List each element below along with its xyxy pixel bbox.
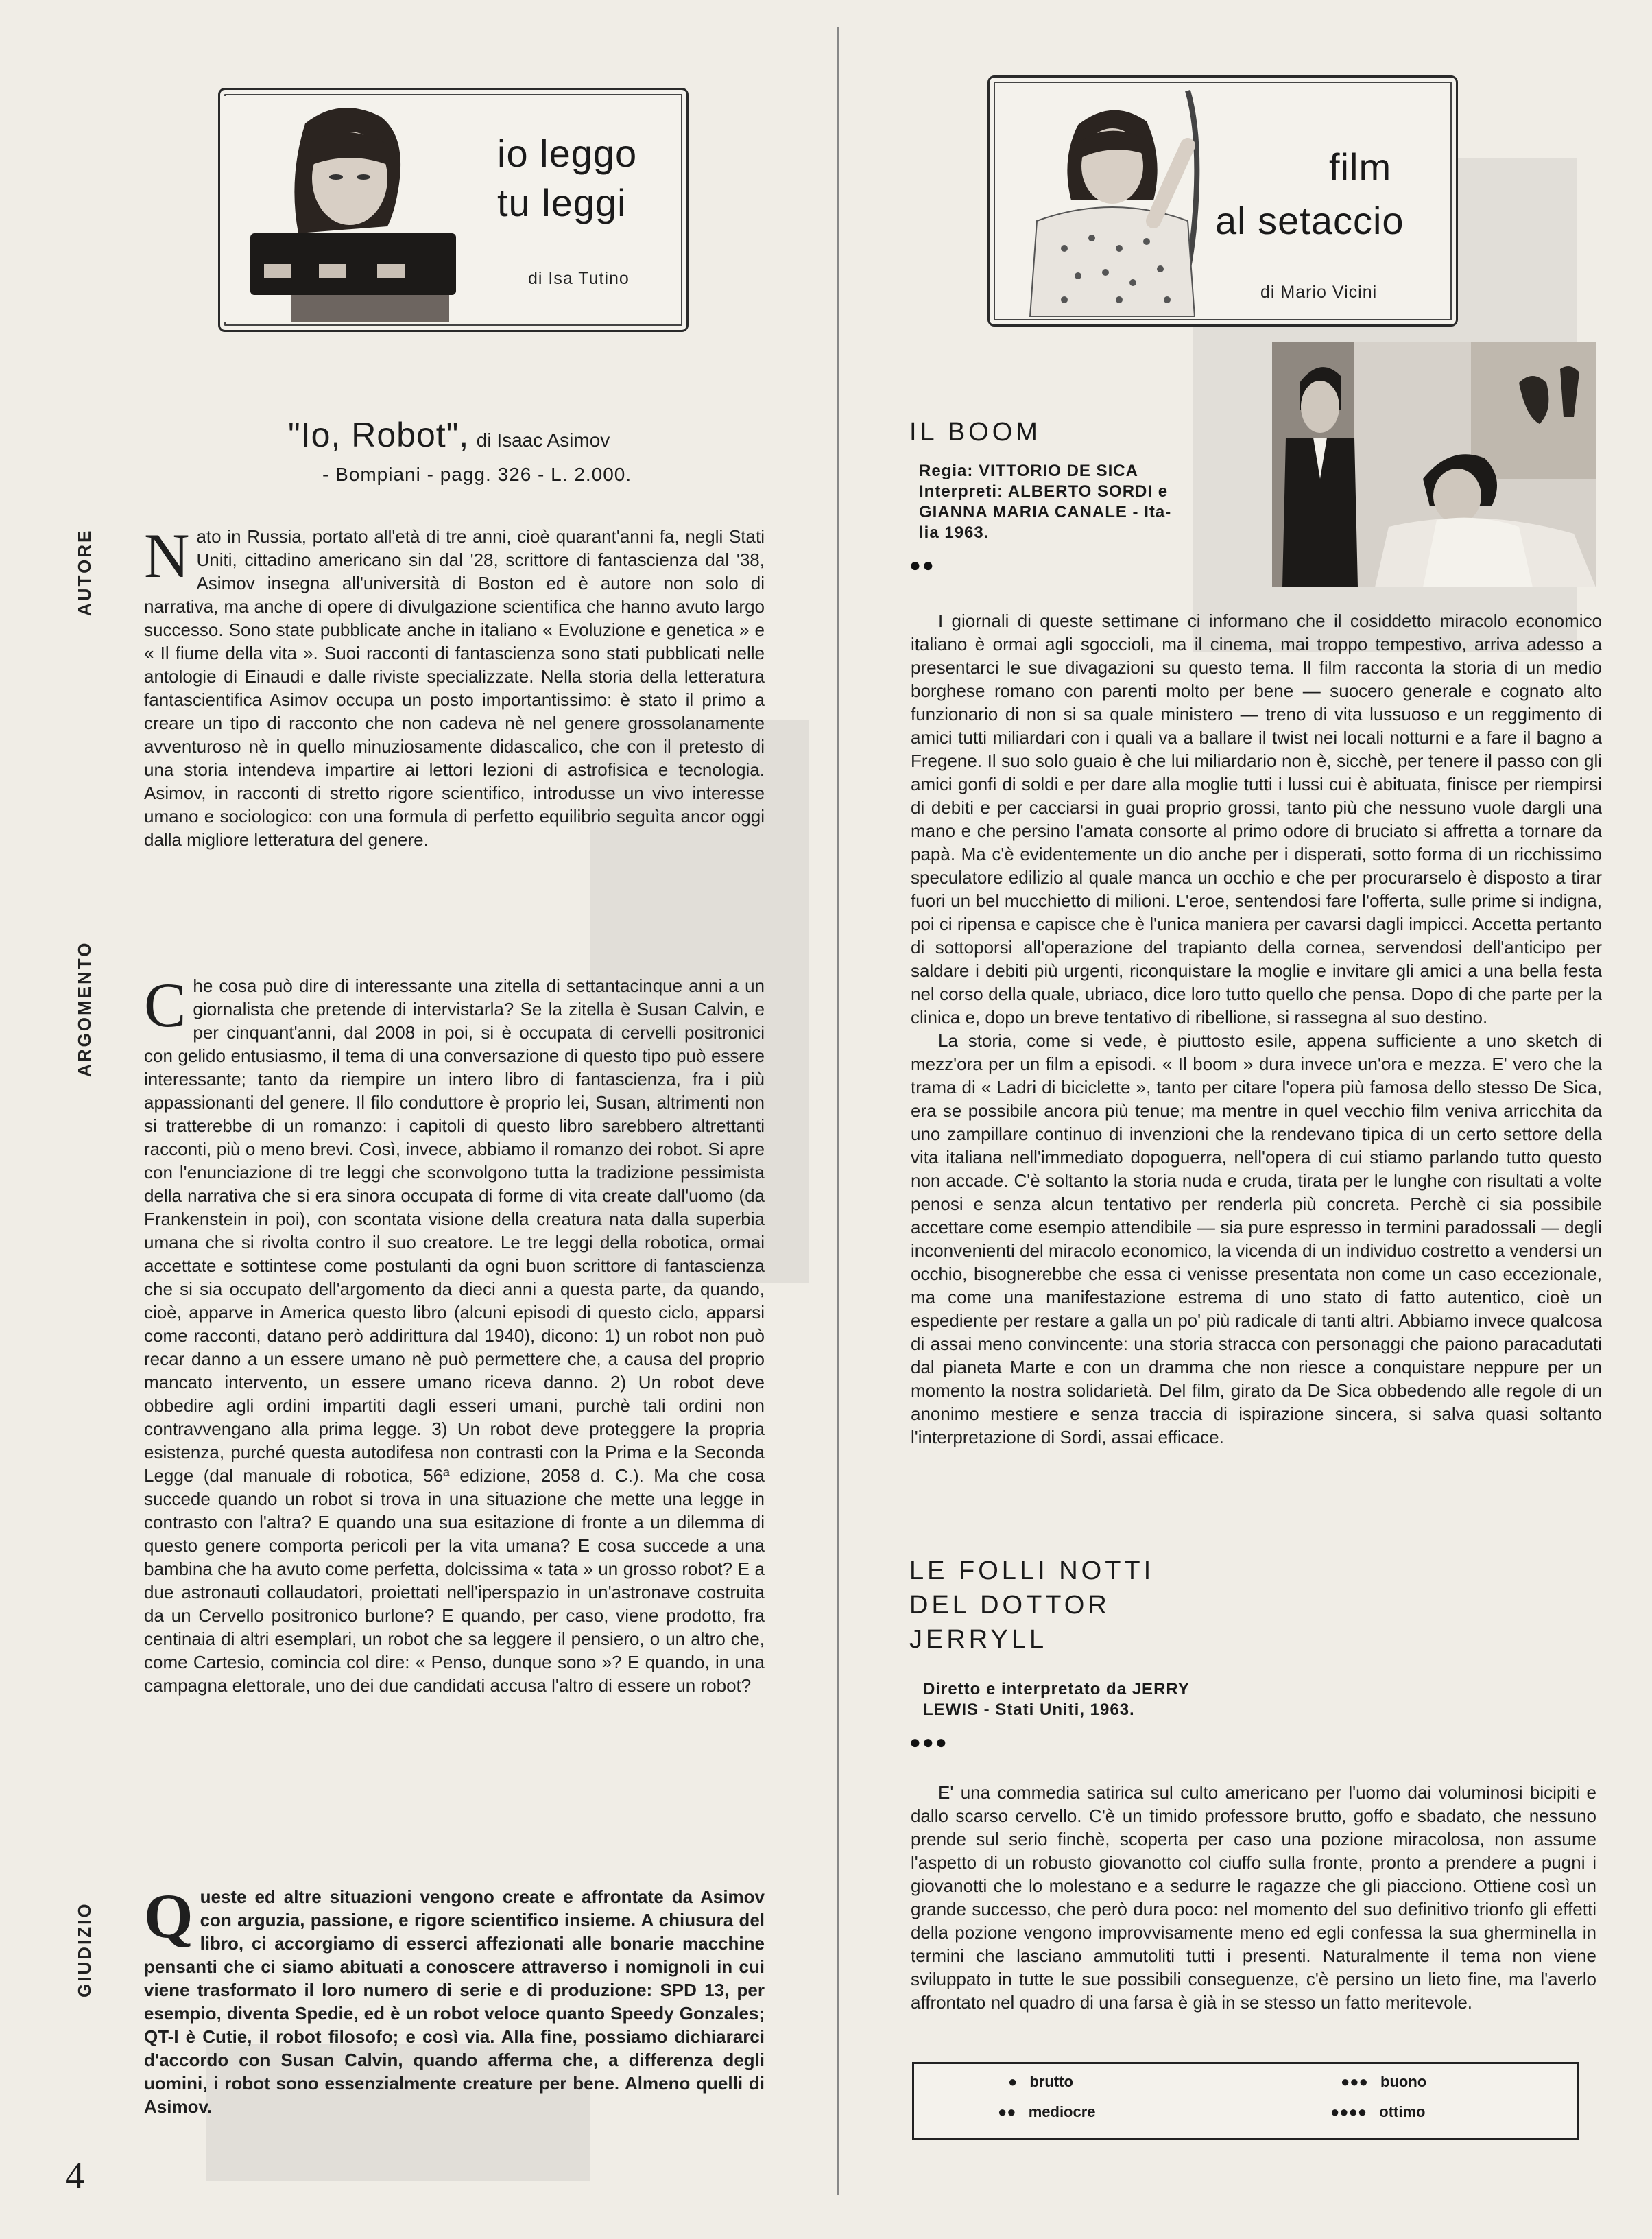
legend-item-mediocre xyxy=(998,2103,1096,2121)
legend-dots-mediocre: ●● xyxy=(998,2103,1016,2120)
film-woman-photo xyxy=(996,84,1243,317)
right-header-title-line2: al setaccio xyxy=(1215,199,1404,242)
film2-paragraph1: E' una commedia satirica sul culto americano per l'uomo dai voluminosi bicipiti e dallo scarso cervello. C'è un timido professore brutto, goffo e sbadato, che nessuno prende sul serio finchè, scoperta per caso una pozione miracolosa, non assume l'aspetto di un robusto giovanotto col ciuffo sulla fronte, pronto a prendere a pugni i giovanotti che lo molestano e a sedurre le ragazze che gli piacciono. Ottiene così un grande successo, che però dura poco: nel momento del suo definitivo trionfo gli effetti della pozione vengono improvvisamente meno ed egli confessa la sua gherminella in termini che lasciano ammutoliti tutti i presenti. Naturalmente il tema non viene sviluppato in tutte le sue possibili conseguenze, c'è persino un lieto fine, ma l'averlo affrontato nel quadro di una farsa è già in se stesso un fatto meritevole. xyxy=(911,1782,1596,2013)
book-author: di Isaac Asimov xyxy=(476,429,610,451)
argomento-dropcap: C xyxy=(144,970,187,1040)
film1-title: IL BOOM xyxy=(909,418,1041,447)
legend-dots-brutto: ● xyxy=(1008,2073,1018,2090)
right-header-byline: di Mario Vicini xyxy=(1260,283,1378,302)
film1-credits-line1: Regia: VITTORIO DE SICA xyxy=(919,462,1138,480)
legend-item-buono xyxy=(1341,2073,1426,2091)
film2-review xyxy=(911,1781,1596,2014)
film1-credits-line3: GIANNA MARIA CANALE - Ita- xyxy=(919,503,1172,521)
label-giudizio: GIUDIZIO xyxy=(74,1902,95,1998)
argomento-section xyxy=(144,970,765,1697)
giudizio-section xyxy=(144,1881,765,2118)
left-header-byline: di Isa Tutino xyxy=(528,269,630,288)
autore-dropcap: N xyxy=(144,521,190,591)
label-autore: AUTORE xyxy=(74,528,95,616)
legend-label-brutto: brutto xyxy=(1029,2073,1073,2090)
film2-rating: ●●● xyxy=(909,1731,948,1753)
film1-paragraph2: La storia, come si vede, è piuttosto esile, appena sufficiente a uno sketch di mezz'ora per un film a episodi. « Il boom » dura invece un'ora e mezza. E' vero che la trama di « Ladri di biciclette », tanto per citare l'opera più famosa dello stesso De Sica, era se possibile ancora più tenue; ma mentre in quel vecchio film veniva arricchita da uno zampillare continuo di invenzioni che la rendevano tipica di un certo settore della vita italiana nell'immediato dopoguerra, nell'opera di cui stiamo parlando tutto questo non accade. C'è soltanto la storia nuda e cruda, tirata per le lunghe con risultati a volte penosi e senza alcun tentativo per renderla più concreta. Perchè ci sia possibile accettare come esempio attendibile — sia pure espresso in termini paradossali — degli inconvenienti del miracolo economico, la vicenda di un individuo costretto a vendersi un occhio, bisognerebbe che essa ci venisse presentata non come un caso eccezionale, ma come una manifestazione estrema di uno stato di fatto autentico, cioè un espediente per restare a galla un po' più radicale di tanti altri. Abbiamo invece qualcosa di assai meno convincente: una storia stracca con personaggi che paiono paracadutati dal pianeta Marte e con un dramma che non riesce a conquistare neppure per un momento la nostra solidarietà. Del film, girato da De Sica obbedendo alle regole di un anonimo mestiere e senza traccia di ispirazione sincera, si salva quasi soltanto l'interpretazione di Sordi, assai efficace. xyxy=(911,1030,1602,1447)
autore-text: ato in Russia, portato all'età di tre anni, cioè quarant'anni fa, negli Stati Uniti, cittadino americano sin dal '28, scrittore di fantascienza dal '38, Asimov insegna all'università di Boston ed è autore non solo di narrativa, ma anche di opere di divulgazione scientifica che hanno avuto largo successo. Sono state pubblicate anche in italiano « Evoluzione e genetica » e « Il fiume della vita ». Suoi racconti di fantascienza sono stati pubblicati nelle antologie di Einaudi e dalle riviste specializzate. Nella storia della letteratura fantascientifica Asimov occupa un posto importantissimo: è stato il primo a creare un tipo di racconto che non cadeva nè nel genere grossolanamente avventuroso nè in quello minuziosamente didascalico, che con il pretesto di una storia intendeva impartire ai lettori lezioni di astrofisica e tecnologia. Asimov, in racconti di stretto rigore scientifico, introdusse un vivo interesse umano e sociologico: con una formula di perfetto equilibrio seguìta ancor oggi dalla migliore letteratura del genere. xyxy=(144,526,765,850)
label-argomento: ARGOMENTO xyxy=(74,940,95,1077)
film2-credits-line2: LEWIS - Stati Uniti, 1963. xyxy=(923,1701,1135,1719)
page-number: 4 xyxy=(65,2155,84,2197)
film1-paragraph1: I giornali di queste settimane ci informano che il cosiddetto miracolo economico italiano è ormai agli sgoccioli, ma il cinema, mai troppo tempestivo, arriva adesso a presentarci le sue divagazioni su questo tema. Il film racconta la storia di un medio borghese romano con parenti molto per bene — suocero generale e cognato alto funzionario di non si sa quale ministero — treno di vita lussuoso e un reggimento di amici tutti miliardari con i quali va a ballare il twist nei locali notturni e a fare il bagno a Fregene. Il suo solo guaio è che lui miliardario non è, sicchè, per tenere il passo con gli amici gonfi di soldi e per dare alla moglie tutti i lussi cui è abituata, finisce per riempirsi di debiti e per cacciarsi in guai proprio grossi, tanto più che nessuno vuole dargli una mano e che persino l'amata consorte al primo odore di bruciato si affretta a tornare da papà. Ma c'è evidentemente un dio anche per i disperati, sotto forma di un ricchissimo speculatore edilizio al quale manca un occhio e che per procurarselo è disposto a tirar fuori un bel mucchietto di milioni. L'eroe, sentendosi fare l'offerta, sulle prime si indigna, poi ci ripensa e capisce che è l'unica maniera per cavarsi dagli impicci. Accetta pertanto di sottoporsi all'operazione del trapianto della cornea, servendosi dell'anticipo per saldare i debiti più urgenti, riconquistare la moglie e invitare gli amici a una bella festa nel corso della quale, ubriaco, dice loro tutto quello che pensa. Dopo di che parte per la clinica e, dopo un breve tentativo di ribellione, si rassegna al suo destino. xyxy=(911,611,1602,1028)
reading-woman-photo xyxy=(223,96,483,322)
il-boom-film-still xyxy=(1272,342,1596,587)
book-publisher: - Bompiani - pagg. 326 - L. 2.000. xyxy=(322,464,632,485)
film1-rating: ●● xyxy=(909,554,935,576)
right-header-title-line1: film xyxy=(1329,145,1392,189)
legend-label-buono: buono xyxy=(1380,2073,1427,2090)
film2-credits-line1: Diretto e interpretato da JERRY xyxy=(923,1680,1190,1698)
argomento-text: he cosa può dire di interessante una zitella di settantacinque anni a un giornalista che pretende di intervistarla? Se la zitella è Susan Calvin, e per cinquant'anni, dal 2008 in poi, si è occupata di cervelli positronici con gelido entusiasmo, il tema di una conversazione di questo tipo può essere interessante; tanto da riempire un intero libro di fantascienza, fra i più appassionanti del genere. Il filo conduttore è proprio lei, Susan, altrimenti non si tratterebbe di un romanzo: i capitoli di questo libro sarebbero altrettanti racconti, più o meno brevi. Così, invece, abbiamo il romanzo dei robot. Si apre con l'enunciazione di tre leggi che sconvolgono tutta la tradizione pessimista della narrativa che si era sinora occupata di forme di vita create dall'uomo (da Frankenstein in poi), con scontata visione della creatura nata dalla superbia umana che si rivolta contro il suo creatore. Le tre leggi della robotica, ormai accettate e sottintese come postulanti da ogni buon scrittore di fantascienza che si sia occupato dell'argomento da dieci anni a questa parte, da quando, cioè, apparve in America questo libro (alcuni episodi di questo ciclo, apparsi come racconti, datano però addirittura dal 1940), dicono: 1) un robot non può recar danno a un essere umano nè può permettere che, a causa del proprio mancato intervento, un essere umano riceva danno. 2) Un robot deve obbedire agli ordini impartiti dagli esseri umani, purchè tali ordini non contravvengano alla prima legge. 3) Un robot deve proteggere la propria esistenza, purché questa autodifesa non contrasti con la Prima e la Seconda Legge (dal manuale di robotica, 56ª edizione, 2058 d. C.). Ma che cosa succede quando un robot si trova in una situazione che mette una legge in contrasto con l'altra? E quando una sua esitazione di fronte a un dilemma di questo genere comporta pericoli per la vita umana? E cosa succede a una bambina che ha avuto come perfetta, dolcissima « tata » un grosso robot? E a due astronauti collaudatori, proiettati nell'iperspazio in un'astronave costruita da un Cervello positronico burlone? E quando, per caso, viene prodotto, fra centinaia di altri esemplari, un robot che sa leggere il pensiero, o un altro che, come Cartesio, comincia col dire: « Penso, dunque sono »? E quando, in una campagna elettorale, uno dei due candidati accusa l'altro di essere un robot? xyxy=(144,975,765,1696)
left-header-title-line2: tu leggi xyxy=(497,181,627,224)
book-title: "Io, Robot", xyxy=(288,416,470,454)
giudizio-dropcap: Q xyxy=(144,1881,193,1951)
legend-item-ottimo xyxy=(1330,2103,1425,2121)
film1-review xyxy=(911,609,1602,1449)
film1-credits-line2: Interpreti: ALBERTO SORDI e xyxy=(919,482,1169,501)
film2-title-line3: JERRYLL xyxy=(909,1625,1048,1654)
left-header-title-line1: io leggo xyxy=(497,132,638,175)
legend-label-ottimo: ottimo xyxy=(1379,2103,1426,2120)
autore-section xyxy=(144,521,765,851)
legend-dots-buono: ●●● xyxy=(1341,2073,1368,2090)
legend-item-brutto xyxy=(1008,2073,1073,2091)
book-title-line xyxy=(288,415,610,455)
film1-credits-line4: lia 1963. xyxy=(919,523,990,542)
legend-label-mediocre: mediocre xyxy=(1028,2103,1096,2120)
legend-dots-ottimo: ●●●● xyxy=(1330,2103,1367,2120)
film2-title-line1: LE FOLLI NOTTI xyxy=(909,1556,1155,1585)
film2-title-line2: DEL DOTTOR xyxy=(909,1591,1110,1620)
giudizio-text: ueste ed altre situazioni vengono create e affrontate da Asimov con arguzia, passione, e rigore scientifico insieme. A chiusura del libro, ci accorgiamo di esserci affezionati alle bonarie macchine pensanti che ci siamo abituati a conoscere attraverso i nomignoli in cui viene trasformato il loro numero di serie e di produzione: SPD 13, per esempio, diventa Spedie, ed è un robot veloce quanto Speedy Gonzales; QT-I è Cutie, il robot filosofo; e così via. Alla fine, possiamo dichiararci d'accordo con Susan Calvin, quando afferma che, a differenza degli uomini, i robot sono essenzialmente creature per bene. Almeno quelli di Asimov. xyxy=(144,1886,765,2117)
